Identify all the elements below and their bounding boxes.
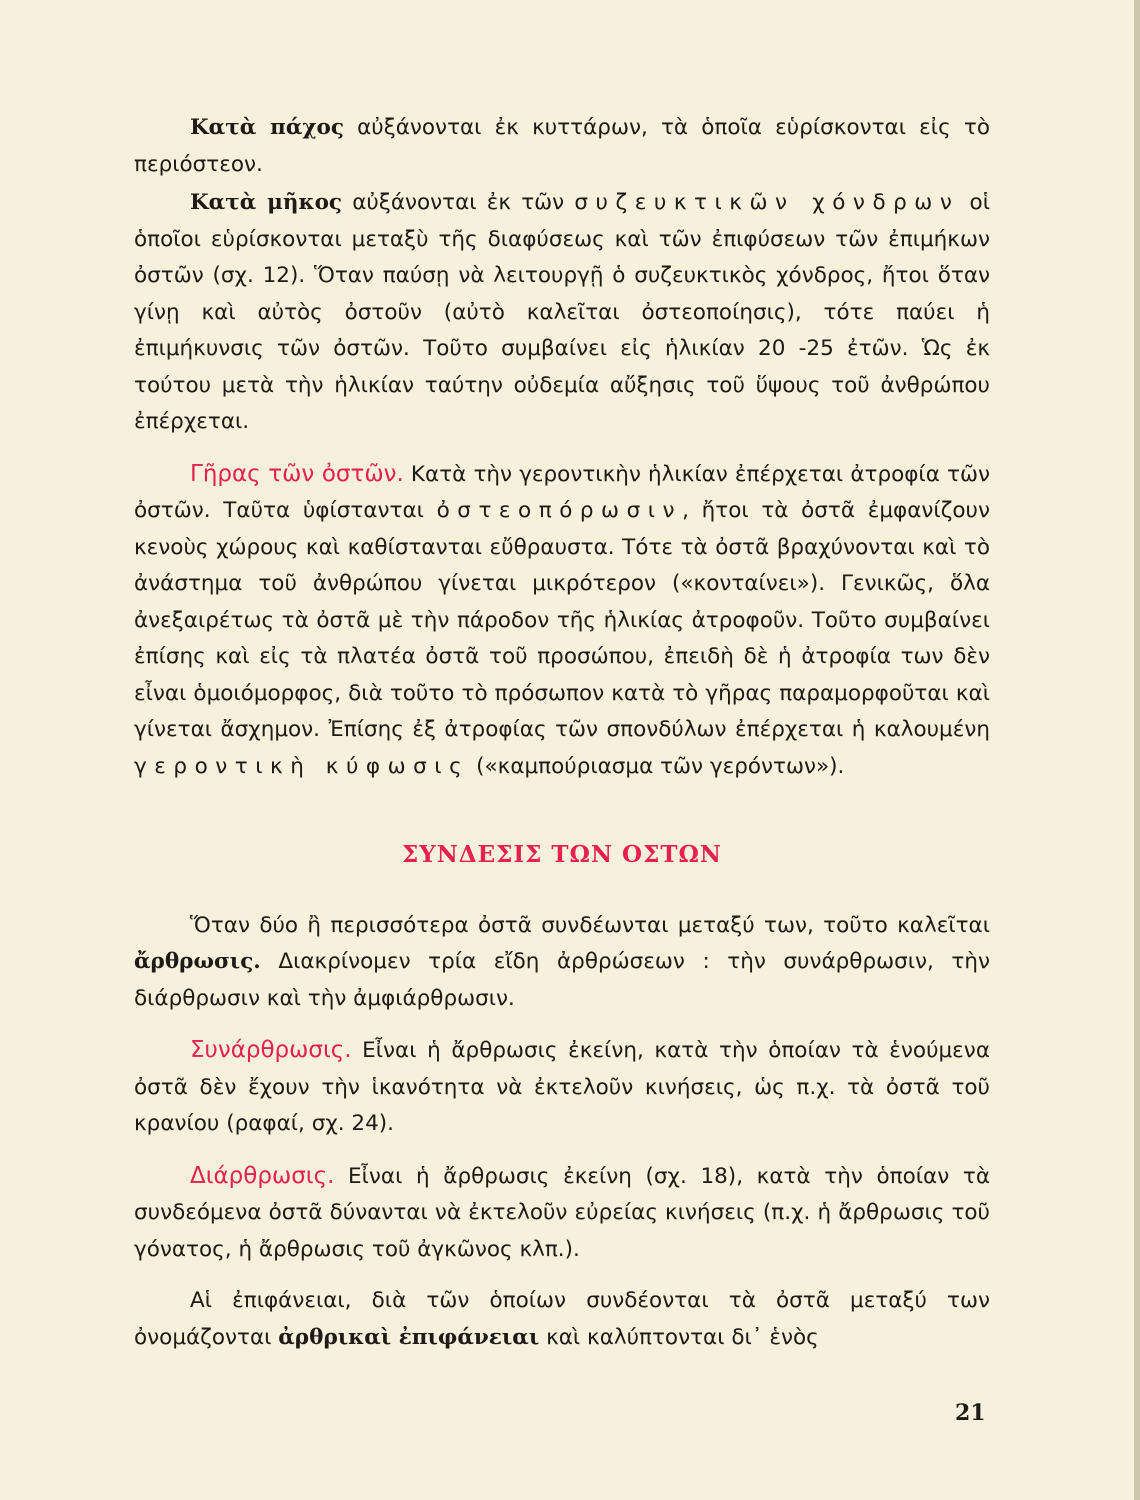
paragraph-text: Αἱ ἐπιφάνειαι, διὰ τῶν ὁποίων συνδέονται τὰ ὀστᾶ μεταξύ των ὀνομάζονται — [134, 1288, 990, 1350]
spaced-emphasis: συζευκτικῶν χόνδρων — [574, 190, 960, 215]
paragraph-text: Εἶναι ἡ ἄρθρωσις ἐκείνη, κατὰ τὴν ὁποίαν τὰ ἑνούμενα ὀστᾶ δὲν ἔχουν τὴν ἱκανότητα νὰ ἐκτελοῦν κινήσεις, ὡς π.χ. τὰ ὀστᾶ τοῦ κρανίου (ραφαί, σχ. 24). — [134, 1038, 990, 1136]
paragraph-articular-surfaces — [134, 1283, 990, 1356]
section-heading: ΣΥΝΔΕΣΙΣ ΤΩΝ ΟΣΤΩΝ — [402, 841, 722, 868]
paragraph-text: Ὅταν δύο ἢ περισσότερα ὀστᾶ συνδέωνται μεταξύ των, τοῦτο καλεῖται — [190, 912, 990, 938]
term-articular-surfaces: ἀρθρικαὶ ἐπιφάνειαι — [278, 1324, 540, 1350]
term-thickness: Κατὰ πάχος — [190, 115, 344, 140]
paragraph-text: («καμπούριασμα τῶν γερόντων»). — [469, 753, 845, 779]
paragraph-text: καὶ καλύπτονται δι᾿ ἑνὸς — [539, 1324, 819, 1350]
paragraph-text: αὐξάνονται ἐκ τῶν — [342, 190, 575, 215]
paragraph-text: , ἤτοι τὰ ὀστᾶ ἐμφανίζουν κενοὺς χώρους καὶ καθίστανται εὔθραυστα. Τότε τὰ ὀστᾶ βραχύνονται καὶ τὸ ἀνάστημα τοῦ ἀνθρώπου γίνεται μικρότερον («κονταίνει»). Γενικῶς, ὅλα ἀνεξαιρέτως τὰ ὀστᾶ μὲ τὴν πάροδον τῆς ἡλικίας ἀτροφοῦν. Τοῦτο συμβαίνει ἐπίσης καὶ εἰς τὰ πλατέα ὀστᾶ τοῦ προσώπου, ἐπειδὴ δὲ ἡ ἀτροφία των δὲν εἶναι ὁμοιόμορφος, διὰ τοῦτο τὸ πρόσωπον κατὰ τὸ γῆρας παραμορφοῦται καὶ γίνεται ἄσχημον. Ἐπίσης ἐξ ἀτροφίας τῶν σπονδύλων ἐπέρχεται ἡ καλουμένη — [134, 498, 990, 742]
paragraph-text: Εἶναι ἡ ἄρθρωσις ἐκείνη (σχ. 18), κατὰ τὴν ὁποίαν τὰ συνδεόμενα ὀστᾶ δύνανται νὰ ἐκτελοῦν εὐρείας κινήσεις (π.χ. ἡ ἄρθρωσις τοῦ γόνατος, ἡ ἄρθρωσις τοῦ ἀγκῶνος κλπ.). — [134, 1163, 990, 1262]
page-edge — [1134, 0, 1140, 1500]
spaced-emphasis: ὀστεοπόρωσιν — [436, 498, 683, 523]
page-text — [134, 110, 990, 1356]
term-synarthrosis: Συνάρθρωσις. — [190, 1037, 352, 1063]
paragraph-text: Διακρίνομεν τρία εἴδη ἀρθρώσεων : τὴν συνάρθρωσιν, τὴν διάρθρωσιν καὶ τὴν ἀμφιάρθρωσιν. — [134, 949, 990, 1011]
paragraph-synarthrosis — [134, 1032, 990, 1143]
term-length: Κατὰ μῆκος — [190, 190, 343, 215]
paragraph-growth-thickness — [134, 110, 990, 183]
paragraph-joints-intro — [134, 908, 990, 1018]
term-bone-aging: Γῆρας τῶν ὀστῶν. — [190, 460, 404, 487]
paragraph-text: αὐξάνονται ἐκ κυττάρων, τὰ ὁποῖα εὑρίσκονται εἰς τὸ περιόστεον. — [134, 115, 990, 177]
paragraph-text: Κατὰ τὴν γεροντικὴν ἡλικίαν ἐπέρχεται ἀτροφία τῶν ὀστῶν. Ταῦτα ὑφίστανται — [134, 461, 990, 523]
spaced-emphasis: γεροντικὴ κύφωσις — [134, 753, 470, 779]
paragraph-text: οἱ ὁποῖοι εὑρίσκονται μεταξὺ τῆς διαφύσεως καὶ τῶν ἐπιφύσεων τῶν ἐπιμήκων ὀστῶν (σχ. 12). Ὅταν παύσῃ νὰ λειτουργῇ ὁ συζευκτικὸς χόνδρος, ἤτοι ὅταν γίνῃ καὶ αὐτὸς ὀστοῦν (αὐτὸ καλεῖται ὀστεοποίησις), τότε παύει ἡ ἐπιμήκυνσις τῶν ὀστῶν. Τοῦτο συμβαίνει εἰς ἡλικίαν 20 -25 ἐτῶν. Ὡς ἐκ τούτου μετὰ τὴν ἡλικίαν ταύτην οὐδεμία αὔξησις τοῦ ὕψους τοῦ ἀνθρώπου ἐπέρχεται. — [134, 190, 990, 434]
paragraph-growth-length — [134, 185, 990, 441]
term-diarthrosis: Διάρθρωσις. — [190, 1162, 335, 1189]
page-number: 21 — [955, 1400, 986, 1426]
term-joint: ἄρθρωσις. — [134, 949, 261, 974]
paragraph-diarthrosis — [134, 1158, 990, 1269]
paragraph-bone-aging — [134, 456, 990, 786]
